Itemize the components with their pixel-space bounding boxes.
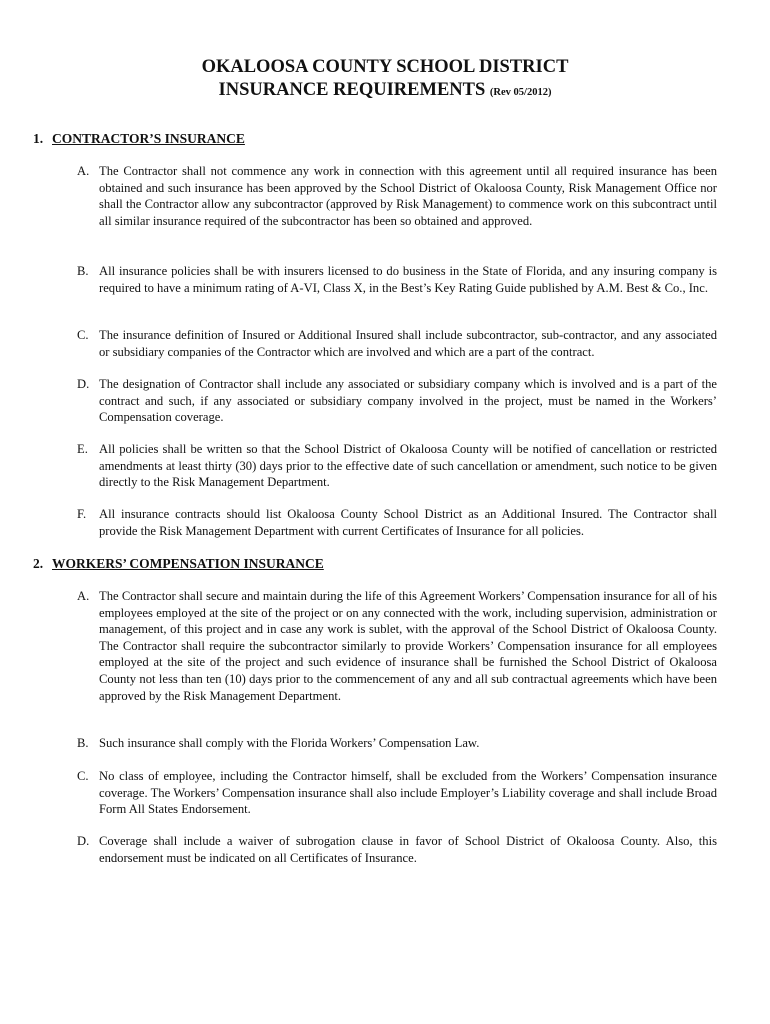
list-item bbox=[77, 833, 717, 866]
item-text: Coverage shall include a waiver of subrogation clause in favor of School District of Okaloosa County. Also, this endorsement must be indicated on all Certificates of Insurance. bbox=[99, 834, 717, 865]
section-number: 2. bbox=[33, 556, 44, 571]
item-letter: A. bbox=[77, 589, 90, 603]
section-title: CONTRACTOR’S INSURANCE bbox=[52, 131, 245, 146]
item-text: Such insurance shall comply with the Florida Workers’ Compensation Law. bbox=[99, 736, 480, 750]
item-text: The designation of Contractor shall include any associated or subsidiary company which is involved and is a part of the contract and such, if any associated or subsidiary company involved in the project, must be named in the Workers’ Compensation coverage. bbox=[99, 377, 717, 425]
item-letter: B. bbox=[77, 736, 89, 750]
item-text: The Contractor shall not commence any work in connection with this agreement until all required insurance has been obtained and such insurance has been approved by the School District of Okaloosa County, Risk Management Office nor shall the Contractor allow any subcontractor (approved by Risk Management) to commence work on this subcontract until all similar insurance required of the subcontractor has been so obtained and approved. bbox=[99, 164, 717, 228]
item-text: All insurance policies shall be with insurers licensed to do business in the State of Florida, and any insuring company is required to have a minimum rating of A-VI, Class X, in the Best’s Key Rating Guide published by A.M. Best & Co., Inc. bbox=[99, 264, 717, 295]
item-text: No class of employee, including the Contractor himself, shall be excluded from the Workers’ Compensation insurance coverage. The Workers’ Compensation insurance shall also include Employer’s Liability coverage and shall include Broad Form All States Endorsement. bbox=[99, 769, 717, 817]
list-item bbox=[77, 163, 717, 229]
title-line-2 bbox=[0, 79, 770, 104]
item-letter: E. bbox=[77, 442, 88, 456]
section-title: WORKERS’ COMPENSATION INSURANCE bbox=[52, 556, 324, 571]
list-item bbox=[77, 327, 717, 360]
item-text: The Contractor shall secure and maintain during the life of this Agreement Workers’ Compensation insurance for all of his employees employed at the site of the project or on any connected with the work, including supervision, administration or management, of this project and in case any work is sublet, with the approval of the School District of Okaloosa County. The Contractor shall require the subcontractor similarly to provide Workers’ Compensation insurance for all employees employed at the site of the project and such evidence of insurance shall be furnished the School District of Okaloosa County not less than ten (10) days prior to the commencement of any and all sub contractual agreements which have been approved by the Risk Management Department. bbox=[99, 589, 717, 703]
revision-note: (Rev 05/2012) bbox=[489, 87, 552, 98]
item-letter: C. bbox=[77, 328, 89, 342]
title-line-1: OKALOOSA COUNTY SCHOOL DISTRICT bbox=[201, 57, 569, 77]
list-item bbox=[77, 376, 717, 426]
item-letter: D. bbox=[77, 834, 90, 848]
list-item bbox=[77, 735, 717, 752]
section-heading-contractors-insurance bbox=[33, 130, 245, 147]
item-letter: C. bbox=[77, 769, 89, 783]
item-letter: B. bbox=[77, 264, 89, 278]
item-letter: A. bbox=[77, 164, 90, 178]
item-letter: D. bbox=[77, 377, 90, 391]
section-number: 1. bbox=[33, 131, 44, 146]
list-item bbox=[77, 263, 717, 296]
document-title bbox=[0, 56, 770, 104]
item-text: All policies shall be written so that the School District of Okaloosa County will be notified of cancellation or restricted amendments at least thirty (30) days prior to the effective date of such cancellation or amendment, such notice to be given directly to the Risk Management Department. bbox=[99, 442, 717, 490]
item-letter: F. bbox=[77, 507, 87, 521]
list-item bbox=[77, 441, 717, 491]
list-item bbox=[77, 506, 717, 539]
title-line-2-text: INSURANCE REQUIREMENTS bbox=[218, 80, 486, 100]
list-item bbox=[77, 768, 717, 818]
item-text: All insurance contracts should list Okaloosa County School District as an Additional Insured. The Contractor shall provide the Risk Management Department with current Certificates of Insurance for all policies. bbox=[99, 507, 717, 538]
list-item bbox=[77, 588, 717, 704]
item-text: The insurance definition of Insured or Additional Insured shall include subcontractor, sub-contractor, and any associated or subsidiary companies of the Contractor which are involved and which are a part of the contract. bbox=[99, 328, 717, 359]
section-heading-workers-compensation bbox=[33, 555, 324, 572]
